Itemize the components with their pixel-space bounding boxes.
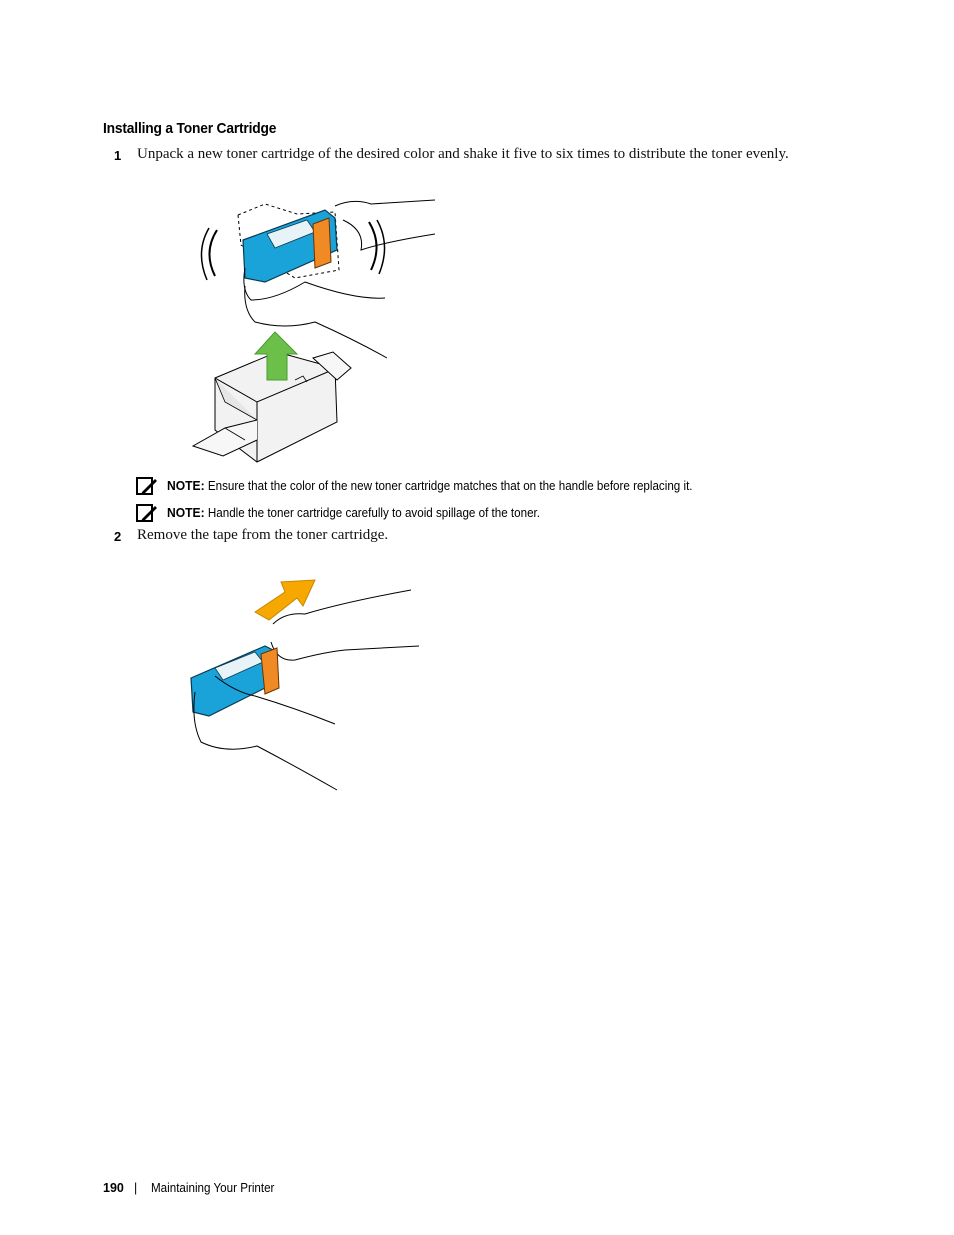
note-text: Handle the toner cartridge carefully to avoid spillage of the toner. — [207, 506, 541, 520]
footer-section: Maintaining Your Printer — [151, 1181, 275, 1195]
note-label: NOTE: — [167, 478, 205, 493]
footer-separator: | — [134, 1181, 138, 1195]
note-text: Ensure that the color of the new toner cartridge matches that on the handle before replacing it. — [207, 479, 693, 493]
unpack-shake-illustration — [185, 190, 445, 470]
step-text-2: Remove the tape from the toner cartridge. — [137, 527, 389, 543]
remove-tape-illustration — [185, 572, 425, 794]
step-number-2: 2 — [114, 529, 122, 544]
step-text-1: Unpack a new toner cartridge of the desired color and shake it five to six times to distribute the toner evenly. — [137, 146, 789, 162]
note-label: NOTE: — [167, 505, 205, 520]
note-pencil-icon — [136, 476, 158, 496]
step-number-1: 1 — [114, 148, 122, 163]
section-title: Installing a Toner Cartridge — [103, 120, 277, 137]
page-number: 190 — [103, 1181, 124, 1195]
note-pencil-icon — [136, 503, 158, 523]
